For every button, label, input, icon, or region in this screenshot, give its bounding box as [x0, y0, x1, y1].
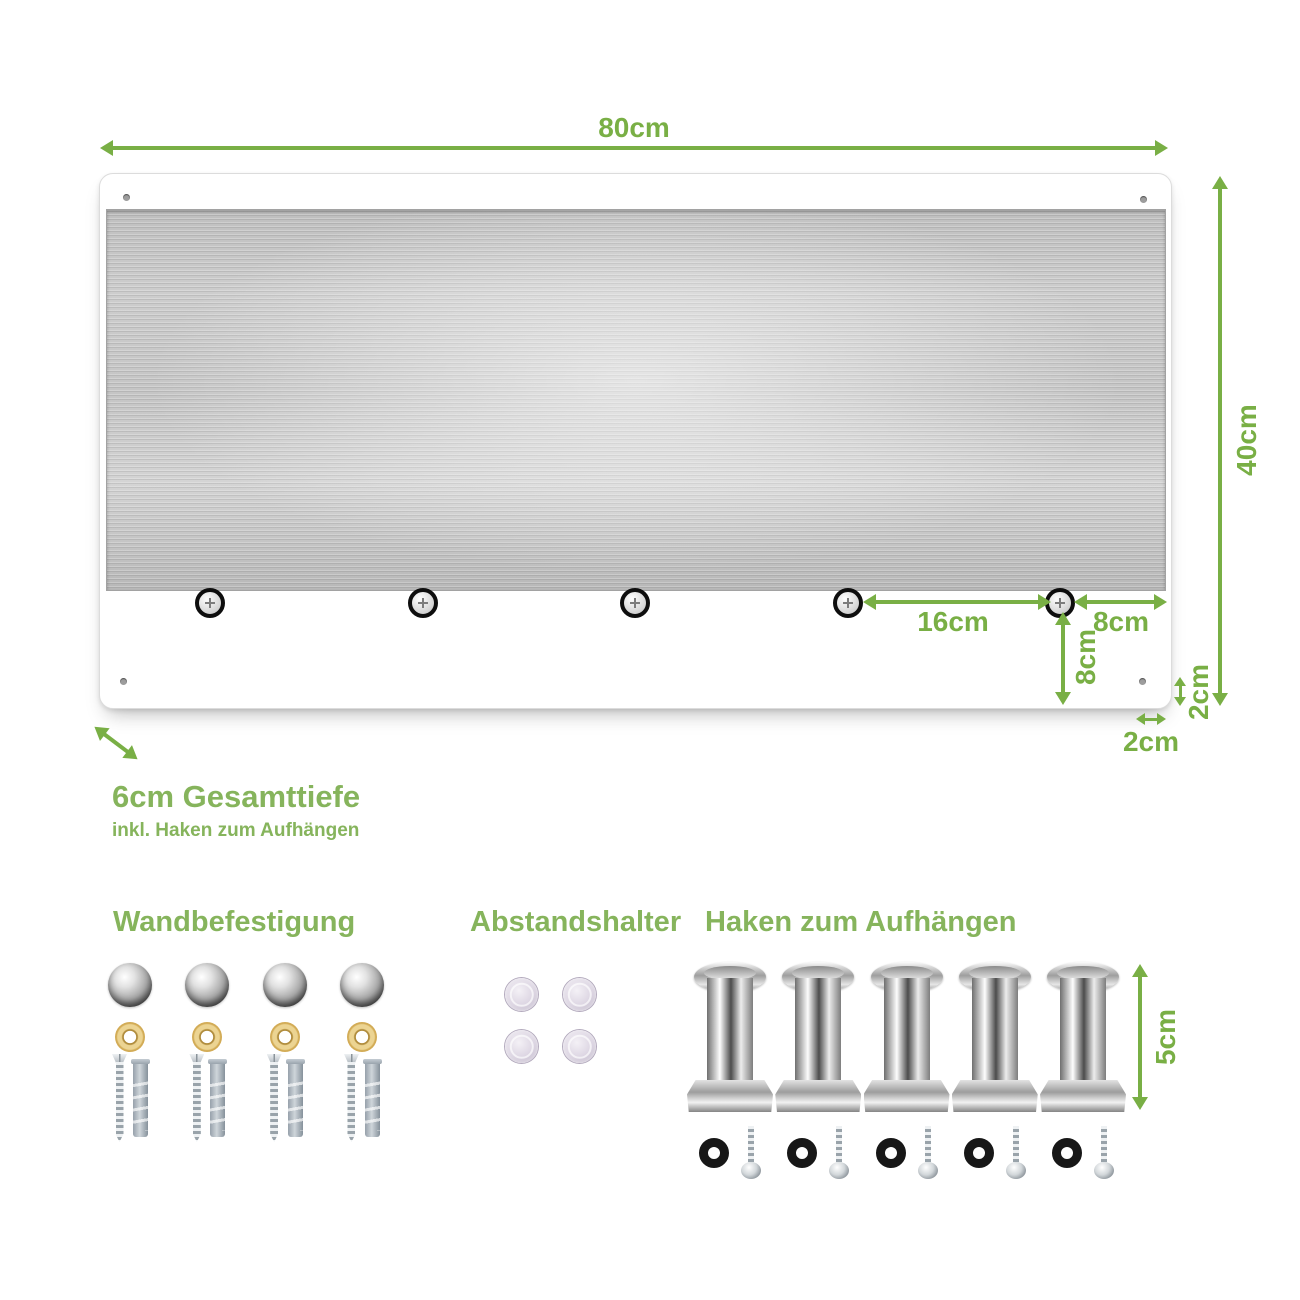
hook-hardware-row	[687, 1122, 1126, 1188]
spacer-disc-icon	[563, 1030, 596, 1063]
bolt-shaft	[925, 1126, 931, 1166]
screw-head	[112, 1054, 127, 1063]
screw-head	[344, 1054, 359, 1063]
screw-anchor-pair	[267, 1054, 303, 1144]
hook-mount-screw-icon	[620, 588, 650, 618]
black-washer-icon	[876, 1138, 906, 1168]
wall-anchor-icon	[288, 1059, 303, 1137]
black-washer-icon	[699, 1138, 729, 1168]
hole-to-bottom-arrow	[1179, 686, 1182, 697]
screw-anchor-pair	[189, 1054, 225, 1144]
hook-to-bottom-arrow	[1061, 624, 1065, 693]
wall-anchor-icon	[133, 1059, 148, 1137]
chrome-hook-icon	[775, 962, 861, 1112]
hook-to-edge-arrow	[1086, 600, 1155, 604]
hook-mount-screw-icon	[195, 588, 225, 618]
bolt-head	[1094, 1162, 1114, 1179]
wall-screw-icon	[189, 1054, 204, 1142]
hook-hardware-set	[775, 1122, 861, 1188]
wall-mount-section-title: Wandbefestigung	[113, 906, 356, 938]
gold-washer-icon	[270, 1022, 300, 1052]
chrome-cap-icon	[340, 963, 384, 1007]
screw-shaft	[270, 1062, 278, 1142]
hook-hardware-set	[1040, 1122, 1126, 1188]
gold-washer-icon	[115, 1022, 145, 1052]
hook-hardware-set	[687, 1122, 773, 1188]
bolt-icon	[1006, 1126, 1026, 1184]
black-washer-icon	[964, 1138, 994, 1168]
chrome-cap-row	[108, 963, 384, 1007]
mounting-board	[99, 173, 1172, 709]
hook-row	[687, 962, 1126, 1112]
bolt-shaft	[1013, 1126, 1019, 1166]
hook-stem	[795, 978, 841, 1088]
wall-anchor-icon	[210, 1059, 225, 1137]
spacer-section-title: Abstandshalter	[470, 906, 682, 938]
bolt-head	[1006, 1162, 1026, 1179]
hole-to-bottom-label: 2cm	[1183, 663, 1214, 721]
bolt-icon	[741, 1126, 761, 1184]
height-dimension-label: 40cm	[1231, 404, 1262, 476]
hook-stem	[884, 978, 930, 1088]
chrome-cap-icon	[108, 963, 152, 1007]
spacer-grid	[505, 978, 596, 1063]
hook-base	[775, 1080, 861, 1112]
black-washer-icon	[1052, 1138, 1082, 1168]
bolt-head	[829, 1162, 849, 1179]
width-dimension-arrow	[112, 146, 1156, 150]
chrome-cap-icon	[263, 963, 307, 1007]
hole-to-edge-arrow	[1145, 718, 1157, 721]
hook-stem	[972, 978, 1018, 1088]
screw-head	[189, 1054, 204, 1063]
gold-washer-icon	[192, 1022, 222, 1052]
hook-height-label: 5cm	[1150, 1008, 1181, 1066]
bolt-shaft	[1101, 1126, 1107, 1166]
hook-to-bottom-label: 8cm	[1070, 628, 1101, 686]
mounting-hole-bottom-right	[1139, 678, 1146, 685]
chrome-hook-icon	[687, 962, 773, 1112]
hole-to-edge-label: 2cm	[1122, 726, 1180, 757]
wall-screw-icon	[344, 1054, 359, 1142]
black-washer-icon	[787, 1138, 817, 1168]
depth-subtitle: inkl. Haken zum Aufhängen	[112, 820, 360, 841]
hook-stem	[1060, 978, 1106, 1088]
hook-base	[1040, 1080, 1126, 1112]
hook-base	[864, 1080, 950, 1112]
bolt-head	[918, 1162, 938, 1179]
bolt-shaft	[748, 1126, 754, 1166]
screw-shaft	[347, 1062, 355, 1142]
spacer-disc-icon	[563, 978, 596, 1011]
depth-dimension-arrow	[103, 732, 129, 753]
gold-washer-icon	[347, 1022, 377, 1052]
height-dimension-arrow	[1218, 188, 1222, 694]
hooks-section-title: Haken zum Aufhängen	[705, 906, 1017, 938]
hook-base	[952, 1080, 1038, 1112]
hook-spacing-arrow	[875, 600, 1039, 604]
wall-anchor-icon	[365, 1059, 380, 1137]
bolt-head	[741, 1162, 761, 1179]
depth-title: 6cm Gesamttiefe	[112, 779, 361, 814]
mounting-hole-top-right	[1140, 196, 1147, 203]
bolt-icon	[1094, 1126, 1114, 1184]
hook-hardware-set	[952, 1122, 1038, 1188]
screw-anchor-pair	[344, 1054, 380, 1144]
hook-spacing-label: 16cm	[917, 606, 989, 637]
wall-screw-icon	[112, 1054, 127, 1142]
width-dimension-label: 80cm	[598, 112, 670, 143]
spacer-disc-icon	[505, 1030, 538, 1063]
hook-base	[687, 1080, 773, 1112]
spacer-disc-icon	[505, 978, 538, 1011]
screw-anchor-pair	[112, 1054, 148, 1144]
hook-stem	[707, 978, 753, 1088]
bolt-icon	[918, 1126, 938, 1184]
screw-anchor-row	[112, 1054, 380, 1144]
hook-mount-screw-icon	[833, 588, 863, 618]
brushed-steel-plate	[106, 209, 1166, 591]
bolt-shaft	[836, 1126, 842, 1166]
mounting-hole-top-left	[123, 194, 130, 201]
screw-head	[267, 1054, 282, 1063]
gold-washer-row	[115, 1022, 377, 1052]
chrome-hook-icon	[1040, 962, 1126, 1112]
wall-screw-icon	[267, 1054, 282, 1142]
chrome-hook-icon	[952, 962, 1038, 1112]
hook-to-edge-label: 8cm	[1092, 606, 1150, 637]
hook-height-arrow	[1138, 976, 1142, 1098]
hook-hardware-set	[864, 1122, 950, 1188]
screw-shaft	[116, 1062, 124, 1142]
chrome-hook-icon	[864, 962, 950, 1112]
chrome-cap-icon	[185, 963, 229, 1007]
bolt-icon	[829, 1126, 849, 1184]
screw-shaft	[193, 1062, 201, 1142]
mounting-hole-bottom-left	[120, 678, 127, 685]
hook-mount-screw-icon	[408, 588, 438, 618]
